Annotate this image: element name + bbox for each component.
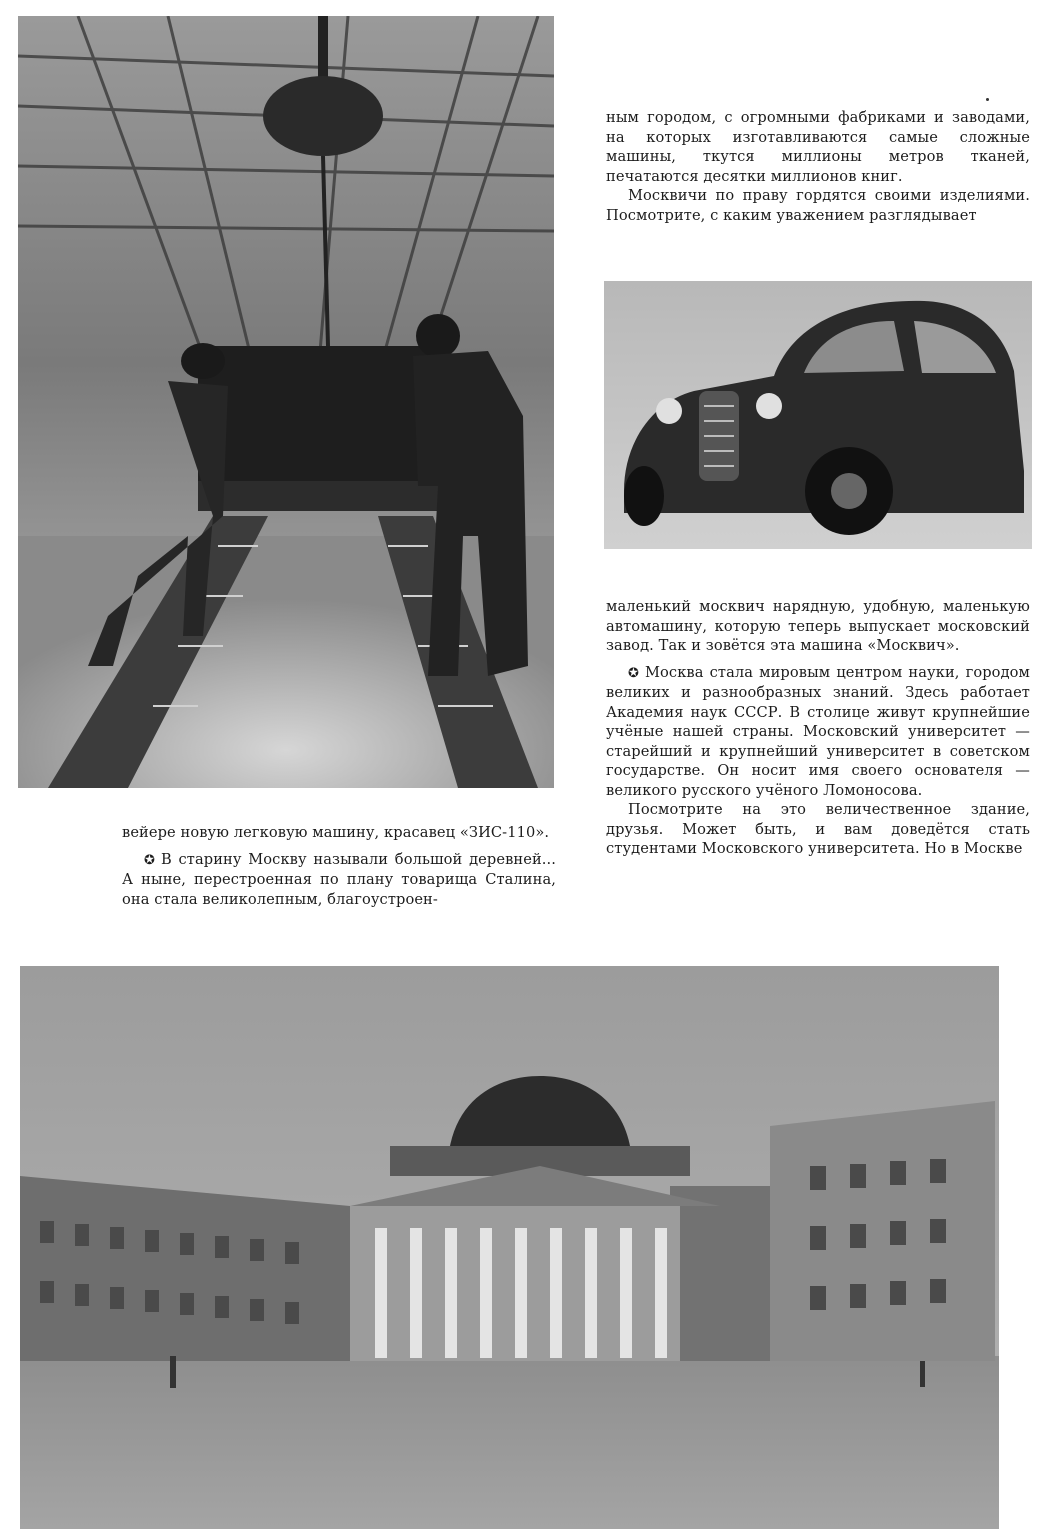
paragraph: Посмотрите на это величественное здание, друзья. Может быть, и вам доведётся стать студентами Московского университета. Но в Москве [606, 801, 1030, 857]
star-bullet-icon: ✪ [144, 852, 155, 868]
text-block-left [122, 823, 556, 909]
star-bullet-icon: ✪ [628, 665, 639, 681]
paragraph: Москвичи по праву гордятся своими изделиями. Посмотрите, с каким уважением разглядывает [606, 187, 1030, 224]
paragraph-text: Москва стала мировым центром науки, городом великих и разнообразных знаний. Здесь работает Академия наук СССР. В столице живут крупнейшие учёные нашей страны. Московский университет — старейший и крупнейший университет в советском государстве. Он носит имя своего основателя — великого русского учёного Ломоносова. [606, 663, 1030, 799]
paragraph-with-bullet [606, 663, 1030, 801]
paragraph-with-bullet [122, 850, 556, 910]
paragraph: маленький москвич нарядную, удобную, маленькую автомашину, которую теперь выпускает московский завод. Так и зовётся эта машина «Москвич». [606, 598, 1030, 654]
assembly-line-photo [18, 16, 554, 788]
moscow-university-photo [20, 966, 999, 1529]
paragraph: ным городом, с огромными фабриками и заводами, на которых изготавливаются самые сложные машины, ткутся миллионы метров тканей, печатаются десятки миллионов книг. [606, 109, 1030, 185]
paragraph-text: В старину Москву называли большой деревней... А ныне, перестроенная по плану товарища Сталина, она стала великолепным, благоустроен- [122, 850, 556, 908]
moskvich-car-photo [604, 281, 1032, 549]
text-block-mid-right [606, 597, 1030, 859]
print-speck [986, 98, 989, 101]
text-block-top-right [606, 108, 1030, 225]
paragraph: вейере новую легковую машину, красавец «ЗИС-110». [122, 824, 550, 841]
